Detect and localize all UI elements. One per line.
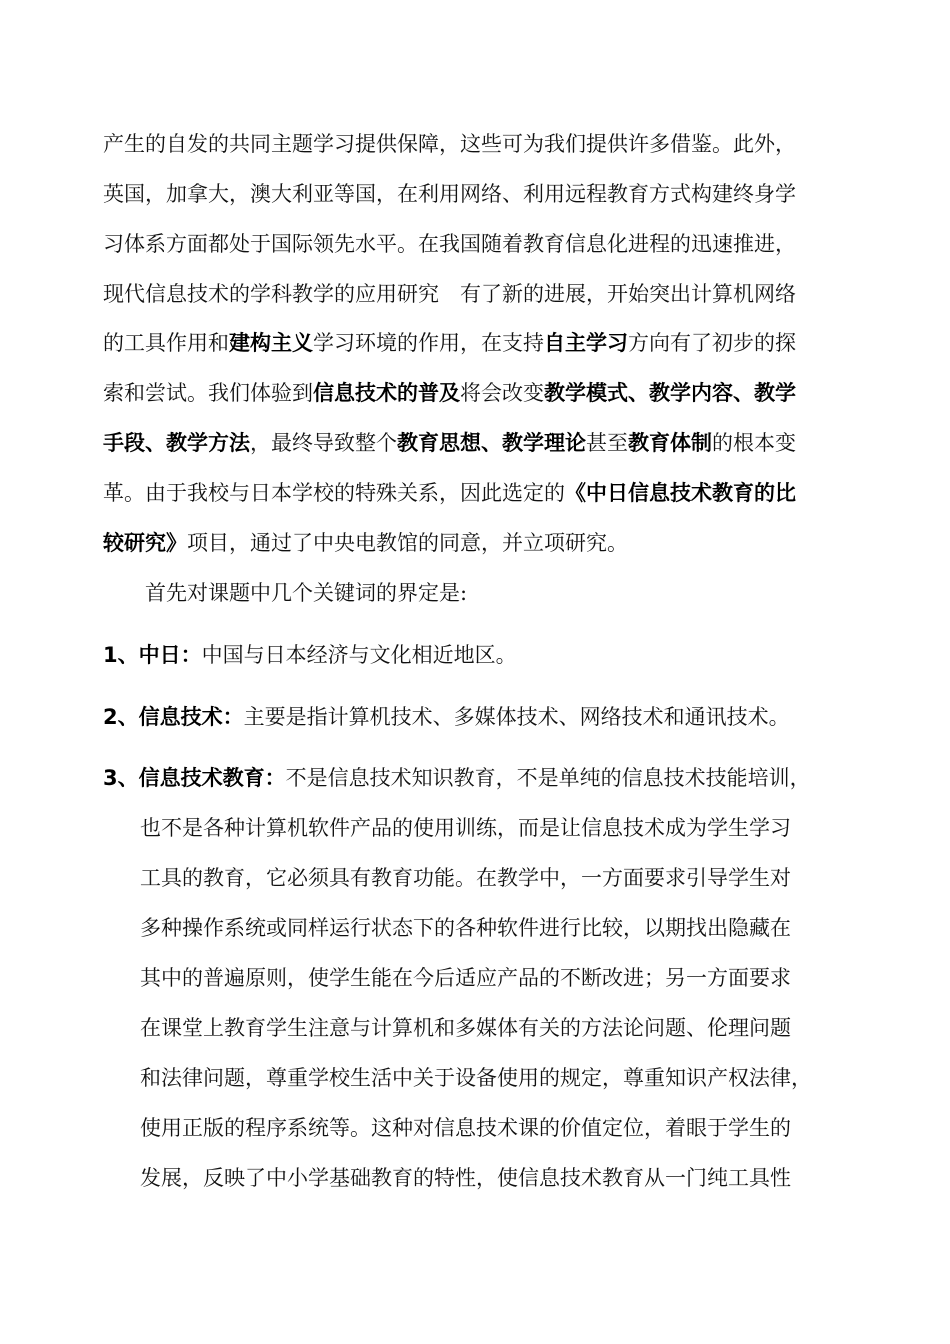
text-run: ，最终导致整个 — [250, 431, 397, 455]
definition-text: 不是信息技术知识教育，不是单纯的信息技术技能培训， — [285, 766, 811, 790]
text-run: 的根本变 — [712, 431, 796, 455]
bold-keyword: 建构主义 — [229, 331, 313, 355]
text-run: 的工具作用和 — [103, 331, 229, 355]
paragraph-line — [103, 428, 848, 458]
text-run: 甚至 — [586, 431, 628, 455]
paragraph-line — [103, 528, 848, 558]
paragraph-line: 产生的自发的共同主题学习提供保障，这些可为我们提供许多借鉴。此外， — [103, 132, 796, 156]
text-run: 将会改变 — [460, 381, 544, 405]
bold-keyword: 教学模式、教学内容、教学 — [544, 381, 796, 405]
definition-text: 中国与日本经济与文化相近地区。 — [201, 643, 517, 667]
definition-item — [103, 640, 848, 670]
definition-term: 3、信息技术教育： — [103, 766, 286, 790]
definition-item — [103, 763, 848, 793]
definition-text: 多种操作系统或同样运行状态下的各种软件进行比较，以期找出隐藏在 — [140, 916, 791, 940]
definition-text: 和法律问题，尊重学校生活中关于设备使用的规定，尊重知识产权法律， — [140, 1066, 812, 1090]
bold-keyword: 信息技术的普及 — [313, 381, 460, 405]
text-run: 学习环境的作用，在支持 — [313, 331, 544, 355]
paragraph-line: 现代信息技术的学科教学的应用研究 有了新的进展，开始突出计算机网络 — [103, 282, 796, 306]
bold-keyword: 手段、教学方法 — [103, 431, 250, 455]
paragraph-line: 习体系方面都处于国际领先水平。在我国随着教育信息化进程的迅速推进， — [103, 232, 796, 256]
paragraph-line — [103, 328, 848, 358]
definition-text: 发展，反映了中小学基础教育的特性，使信息技术教育从一门纯工具性 — [140, 1166, 791, 1190]
bold-keyword: 自主学习 — [544, 331, 628, 355]
bold-keyword: 教育思想、教学理论 — [397, 431, 586, 455]
paragraph-line — [103, 478, 848, 508]
definition-text: 也不是各种计算机软件产品的使用训练，而是让信息技术成为学生学习 — [140, 816, 791, 840]
definition-text: 其中的普遍原则，使学生能在今后适应产品的不断改进；另一方面要求 — [140, 966, 791, 990]
definition-item — [103, 702, 848, 732]
definition-term: 1、中日： — [103, 643, 202, 667]
paragraph-line: 英国，加拿大，澳大利亚等国，在利用网络、利用远程教育方式构建终身学 — [103, 182, 796, 206]
text-run: 索和尝试。我们体验到 — [103, 381, 313, 405]
definition-text: 在课堂上教育学生注意与计算机和多媒体有关的方法论问题、伦理问题 — [140, 1016, 791, 1040]
bold-keyword: 教育体制 — [628, 431, 712, 455]
text-run: 革。由于我校与日本学校的特殊关系，因此选定的 — [103, 481, 565, 505]
text-run: 项目，通过了中央电教馆的同意，并立项研究。 — [187, 531, 628, 555]
definition-term: 2、信息技术： — [103, 705, 244, 729]
bold-keyword: 《中日信息技术教育的比 — [565, 481, 796, 505]
intro-line: 首先对课题中几个关键词的界定是: — [145, 581, 468, 605]
definition-text: 使用正版的程序系统等。这种对信息技术课的价值定位，着眼于学生的 — [140, 1116, 791, 1140]
text-run: 方向有了初步的探 — [628, 331, 796, 355]
paragraph-line — [103, 378, 848, 408]
definition-text: 工具的教育，它必须具有教育功能。在教学中，一方面要求引导学生对 — [140, 866, 791, 890]
definition-text: 主要是指计算机技术、多媒体技术、网络技术和通讯技术。 — [243, 705, 790, 729]
bold-keyword: 较研究》 — [103, 531, 187, 555]
